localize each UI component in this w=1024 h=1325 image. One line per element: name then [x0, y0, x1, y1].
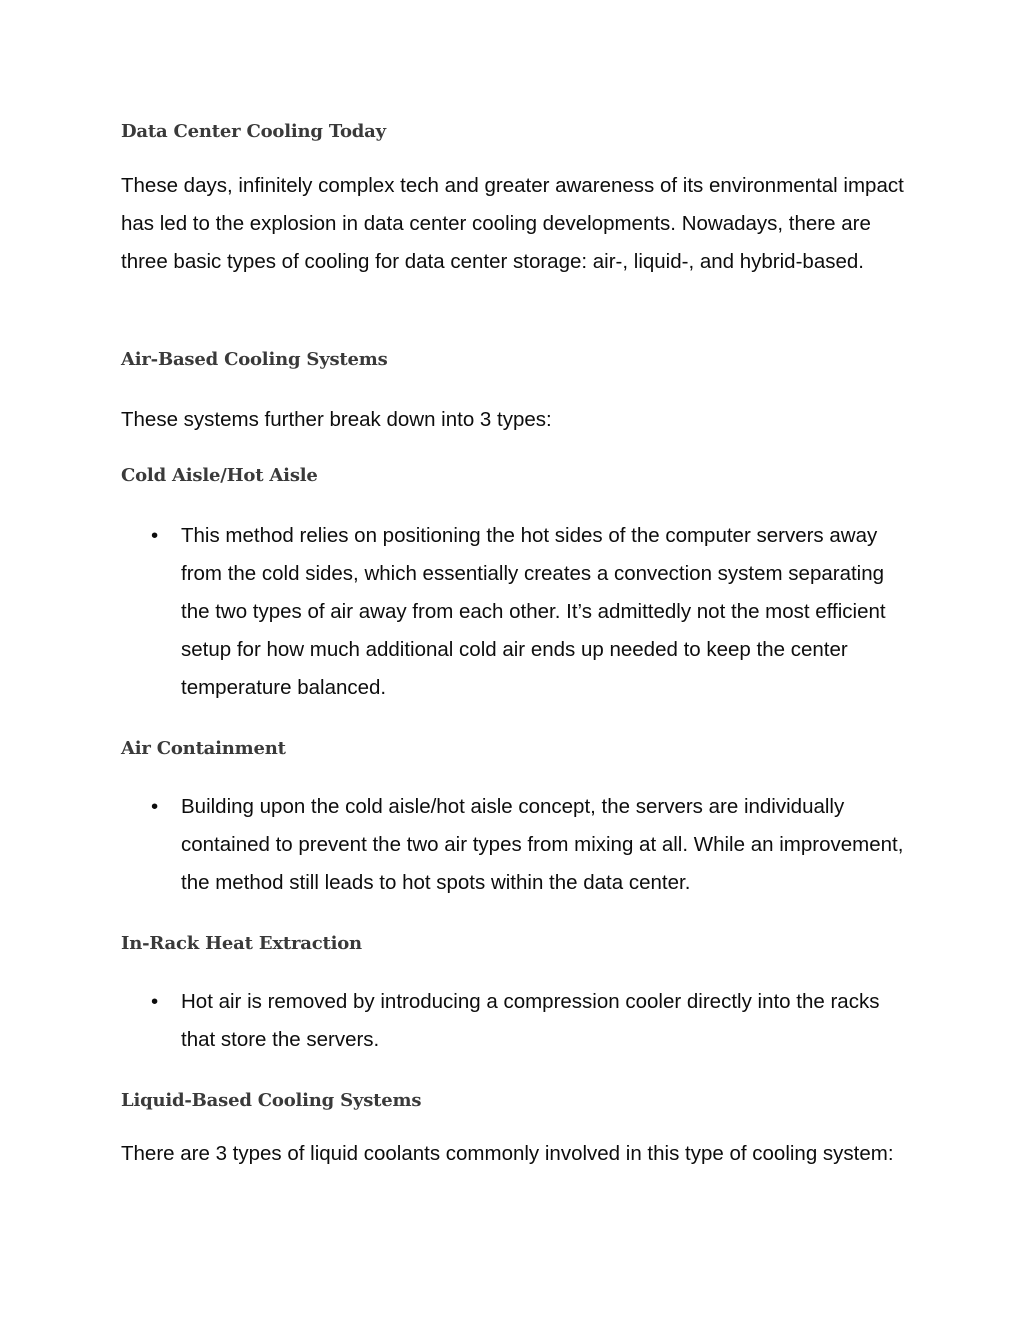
section-heading-data-center-cooling-today: Data Center Cooling Today [121, 121, 386, 142]
bullet-icon: • [151, 990, 159, 1013]
air-based-intro-paragraph: These systems further break down into 3 types: [121, 408, 552, 431]
liquid-based-intro-paragraph: There are 3 types of liquid coolants commonly involved in this type of cooling system: [121, 1142, 894, 1165]
intro-paragraph: These days, infinitely complex tech and greater awareness of its environmental impact has led to the explosion in data center cooling developments. Nowadays, there are three basic types of cooling for data center storage: air-, liquid-, and hybrid-based. [121, 174, 904, 273]
section-heading-liquid-based-cooling: Liquid-Based Cooling Systems [121, 1090, 422, 1111]
bullet-icon: • [151, 524, 159, 547]
subheading-cold-aisle-hot-aisle: Cold Aisle/Hot Aisle [121, 465, 318, 486]
subheading-in-rack-heat-extraction: In-Rack Heat Extraction [121, 933, 362, 954]
bullet-text-air-containment: Building upon the cold aisle/hot aisle concept, the servers are individually contained to prevent the two air types from mixing at all. While an improvement, the method still leads to hot spots within the data center. [181, 795, 904, 894]
bullet-text-cold-aisle: This method relies on positioning the hot sides of the computer servers away from the cold sides, which essentially creates a convection system separating the two types of air away from each other. It’s admittedly not the most efficient setup for how much additional cold air ends up needed to keep the center temperature balanced. [181, 524, 886, 699]
section-heading-air-based-cooling: Air-Based Cooling Systems [121, 349, 388, 370]
subheading-air-containment: Air Containment [121, 738, 286, 759]
bullet-text-in-rack: Hot air is removed by introducing a compression cooler directly into the racks that store the servers. [181, 990, 880, 1051]
bullet-icon: • [151, 795, 159, 818]
